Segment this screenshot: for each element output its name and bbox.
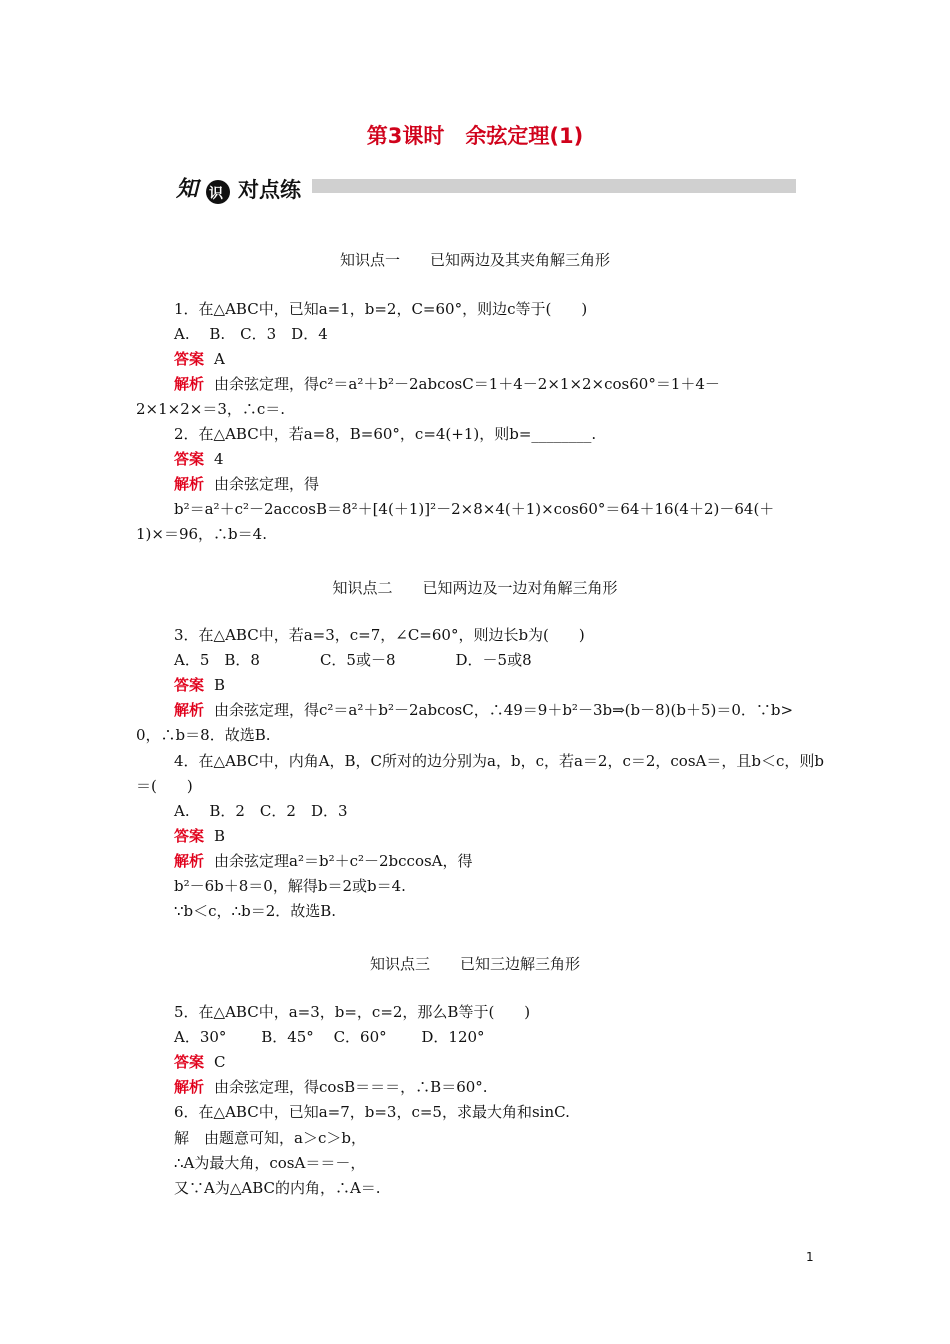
section-heading: 知识点一 已知两边及其夹角解三角形 [339,251,610,269]
section-heading: 知识点三 已知三边解三角形 [369,955,580,973]
line-text: 2×1×2×＝3，∴c＝. [136,400,286,418]
answer-line [174,826,225,846]
text-line [174,1002,530,1022]
line-text: 4 [214,450,224,468]
line-text: C [214,1053,226,1071]
line-text: 由余弦定理，得cosB＝＝＝，∴B＝60°. [214,1078,488,1096]
analysis-line [174,1077,488,1097]
text-line [174,625,585,645]
line-text: A. B. C．3 D．4 [174,325,328,343]
analysis-label: 解析 [174,701,205,719]
line-text: 又∵A为△ABC的内角，∴A＝. [174,1179,381,1197]
line-text: 由余弦定理，得c²＝a²＋b²－2abcosC，∴49＝9＋b²－3b⇒(b－8)(b＋5)＝0．∵b> [214,701,794,719]
svg-text:知: 知 [176,177,199,202]
text-line [174,1178,381,1198]
analysis-line [174,374,720,394]
answer-line [174,1052,226,1072]
line-text: 4．在△ABC中，内角A，B，C所对的边分别为a，b，c，若a＝2，c＝2，cosA＝，且b＜c，则b [174,752,824,770]
text-line [174,1027,485,1047]
text-line [174,1128,366,1148]
answer-label: 答案 [174,676,205,694]
line-text: 6．在△ABC中，已知a=7，b=3，c=5，求最大角和sinC. [174,1103,570,1121]
line-text: B [214,827,226,845]
text-line [174,650,532,670]
answer-label: 答案 [174,450,205,468]
line-text: A. B．2 C．2 D．3 [174,802,348,820]
line-text: 1)×＝96，∴b＝4. [136,525,267,543]
analysis-line [174,851,473,871]
answer-label: 答案 [174,1053,205,1071]
text-line [174,424,596,444]
answer-line [174,675,225,695]
line-text: 5．在△ABC中，a=3，b=，c=2，那么B等于( ) [174,1003,531,1021]
banner-label: 对点练 [238,178,301,202]
answer-line [174,449,224,469]
analysis-line [174,700,793,720]
page-title: 第3课时 余弦定理(1) [366,124,584,148]
text-line [136,399,285,419]
line-text: A．30° B．45° C．60° D．120° [174,1028,485,1046]
text-line [174,751,824,771]
text-line [136,524,267,544]
answer-label: 答案 [174,827,205,845]
analysis-label: 解析 [174,375,205,393]
answer-label: 答案 [174,350,205,368]
line-text: ∴A为最大角，cosA＝＝－， [174,1154,366,1172]
line-text: b²－6b＋8＝0，解得b＝2或b＝4. [174,877,406,895]
svg-text:识: 识 [209,186,223,202]
text-line [136,725,270,745]
line-text: 1．在△ABC中，已知a=1，b=2，C=60°，则边c等于( ) [174,300,588,318]
text-line [174,876,406,896]
text-line [174,1102,570,1122]
text-line [174,801,348,821]
line-text: 由余弦定理，得c²＝a²＋b²－2abcosC＝1＋4－2×1×2×cos60°＝1＋4－ [214,375,720,393]
text-line [174,901,336,921]
line-text: 由余弦定理，得 [214,475,320,493]
analysis-label: 解析 [174,475,205,493]
section-heading: 知识点二 已知两边及一边对角解三角形 [332,579,618,597]
text-line [174,1153,365,1173]
analysis-line [174,474,319,494]
text-line [174,499,774,519]
line-text: ＝( ) [136,777,193,795]
line-text: 解 由题意可知，a＞c＞b， [174,1129,366,1147]
line-text: b²＝a²＋c²－2accosB＝8²＋[4(＋1)]²－2×8×4(＋1)×cos60°＝64＋16(4＋2)－64(＋ [174,500,775,518]
page-number: 1 [806,1250,814,1264]
line-text: A [214,350,225,368]
line-text: 2．在△ABC中，若a=8，B=60°，c=4(+1)，则b=________. [174,425,597,443]
line-text: B [214,676,226,694]
text-line [174,299,587,319]
line-text: 3．在△ABC中，若a=3，c=7，∠C=60°，则边长b为( ) [174,626,585,644]
text-line [136,776,193,796]
answer-line [174,349,225,369]
knowledge-logo-icon [174,172,236,206]
line-text: 0，∴b＝8．故选B. [136,726,271,744]
analysis-label: 解析 [174,1078,205,1096]
line-text: ∵b＜c，∴b＝2．故选B. [174,902,337,920]
line-text: 由余弦定理a²＝b²＋c²－2bccosA，得 [214,852,473,870]
banner-divider [312,179,796,193]
analysis-label: 解析 [174,852,205,870]
text-line [174,324,328,344]
line-text: A．5 B．8 C．5或－8 D．－5或8 [174,651,532,669]
